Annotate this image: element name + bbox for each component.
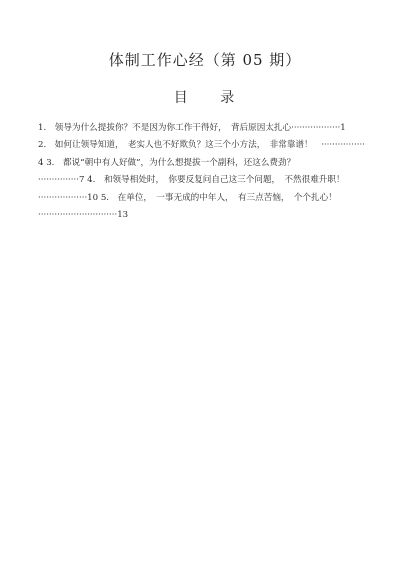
toc-line: ··················10 5. 在单位， 一事无成的中年人， 有三点苦恼， 个个扎心！: [38, 192, 337, 203]
toc-heading: 目 录: [173, 90, 249, 106]
toc-line: ···············7 4. 和领导相处时， 你要反复问自己这三个问题， 不然很难升职！: [38, 175, 345, 186]
table-of-contents: [38, 120, 378, 224]
toc-line: 1. 领导为什么提拔你？不是因为你工作干得好， 背后原因太扎心··················1: [38, 123, 346, 133]
toc-line: 2. 如何让领导知道， 老实人也不好欺负？这三个小方法， 非常靠谱！ ················: [38, 140, 365, 151]
toc-line: ·····························13: [38, 210, 129, 221]
toc-line: 4 3. 都说“朝中有人好做”，为什么想提拔一个副科，还这么费劲？: [38, 157, 296, 168]
document-title: 体制工作心经（第 05 期）: [108, 51, 302, 69]
